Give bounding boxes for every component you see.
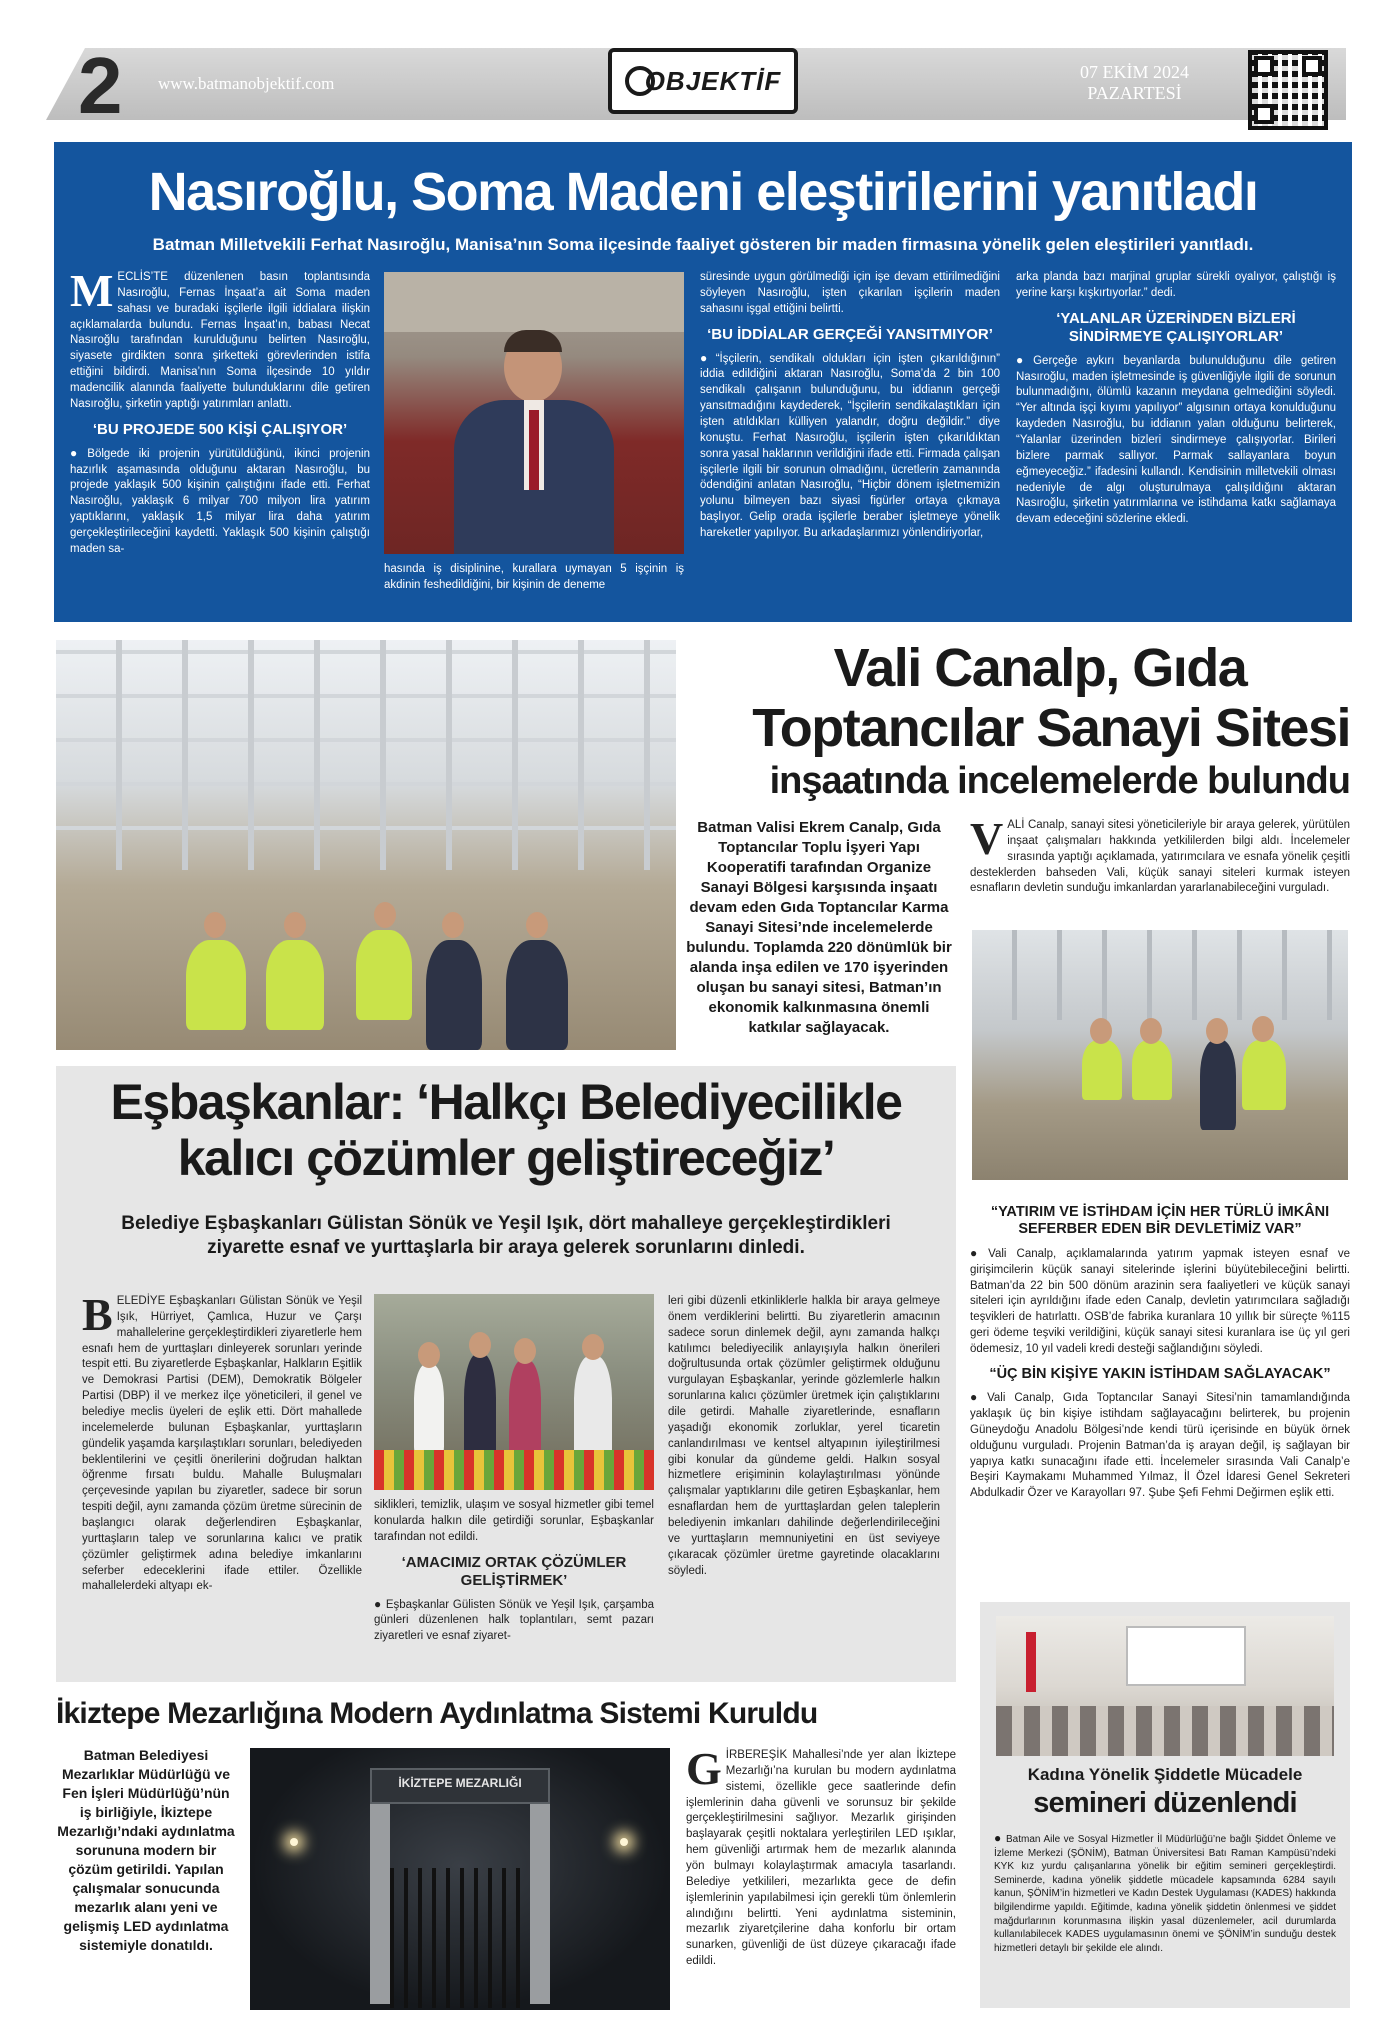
issue-date: 07 EKİM 2024 PAZARTESİ xyxy=(1080,62,1189,103)
article-nasiroglu xyxy=(54,142,1352,622)
vali-lead: Batman Valisi Ekrem Canalp, Gıda Toptancılar Toplu İşyeri Yapı Kooperatifi tarafından Organize Sanayi Bölgesi karşısında inşaatı devam eden Gıda Toptancılar Karma Sanayi Sitesi’nde incelemelerde bulundu. Toplamda 220 dönümlük bir alanda inşa edilen ve 170 işyerinden oluşan bu sanayi sitesi, Batman’ın ekonomik kalkınmasına önemli katkılar sağlayacak. xyxy=(686,819,952,1036)
article-subtitle: Batman Milletvekili Ferhat Nasıroğlu, Manisa’nın Soma ilçesinde faaliyet gösteren bir maden firmasına yönelik gelen eleştirileri yanıtladı. xyxy=(152,235,1254,254)
ikiztepe-title: İkiztepe Mezarlığına Modern Aydınlatma Sistemi Kuruldu xyxy=(56,1697,818,1730)
col-3: leri gibi düzenli etkinliklerle halkla bir araya gelmeye önem verdiklerini belirtti. Bu ziyaretlerin amacının sadece sorun dinlemek değil, aynı zamanda halkçı katılımcı belediyecilik anlayışıyla halkın önerileri doğrultusunda ortak çözümler geliştirmek olduğunu vurgulayan Eşbaşkanlar, yerinde gözlemlerle halkın sorunlarına kalıcı çözümler üretmek için çalıştıklarını dile getirdi. Mahalle ziyaretlerinde, esnafların yaşadığı ekonomik zorluklar, yerel ticaretin canlandırılması ve kentsel altyapının iyileştirilmesi gibi konular da gündeme geldi. Halkın sosyal hizmetlere erişiminin kolaylaştırılması yönünde çalışmalar yaptıklarını dile getiren Eşbaşkanlar, hem esnaflardan hem de yurttaşlardan gelen taleplerin belediyenin imkanları dahilinde değerlendirileceğini ve yurttaşların memnuniyetini en üst seviyeye çıkaracak çözümler üretme gayretinde olacaklarını söyledi. xyxy=(668,1295,940,1577)
seminar-title: Kadına Yönelik Şiddetle Mücadele semineri düzenlendi xyxy=(1027,1765,1303,1819)
col-1: B ELEDİYE Eşbaşkanları Gülistan Sönük ve Yeşil Işık, Hürriyet, Çamlıca, Huzur ve Çarşı mahallelerine gerçekleştirdikleri ziyaretlerle hem esnafı hem de yurttaşları dinleyerek sorunları yerinde tespit etti. Bu ziyaretlerde Eşbaşkanlar, Halkların Eşitlik ve Demokrasi Partisi (DEM), Demokratik Bölgeler Partisi (DBP) il ve merkez ilçe yöneticileri, il genel ve belediye meclis üyeleri de eşlik etti. Dört mahallede incelemelerde bulunan Eşbaşkanlar, yurttaşların gündelik yaşamda karşılaştıkları sorunları, belediyeden beklentilerini ve çeşitli önerilerini doğrudan halktan öğrenme fırsatı buldu. Mahalle Buluşmaları çerçevesinde yapılan bu ziyaretler, sadece bir sorun tespiti değil, aynı zamanda çözüm üretme sürecinin de başlangıcı olarak değerlendiren Eşbaşkanlar, yurttaşların talep ve sorunlarına kalıcı ve pratik çözümler geliştirmek adına belediye imkanlarını seferber edeceklerini ifade ettiler. Özellikle mahallelerdeki altyapı ek- xyxy=(82,1289,362,1593)
article-seminar xyxy=(980,1602,1350,2008)
website-link[interactable]: www.batmanobjektif.com xyxy=(158,74,335,93)
seminar-body: ● Batman Aile ve Sosyal Hizmetler İl Müdürlüğü’ne bağlı Şiddet Önleme ve İzleme Merkezi (ŞÖNİM), Batman Üniversitesi Batı Raman Kampüsü’ndeki KYK kız yurdu çalışanlarına yönelik bir eğitim semineri gerçekleştirdi. Seminerde, kadına yönelik şiddetle mücadele kapsamında 6284 sayılı kanun, ŞÖNİM’in hizmetleri ve Kadın Destek Uygulaması (KADES) hakkında bilgilendirme yapıldı. Eğitimde, kadına yönelik şiddetin önlenmesi ve şiddet mağdurlarının korunmasına ilişkin yasal düzenlemeler, acil durumlarda kullanılabilecek KADES uygulamasının önemi ve ŞÖNİM’in sunduğu destek hizmetleri detaylı bir şekilde ele alındı. xyxy=(994,1830,1336,1955)
article-title: Eşbaşkanlar: ‘Halkçı Belediyecilikle kalıcı çözümler geliştireceğiz’ xyxy=(110,1074,902,1186)
article-esbaskanlar xyxy=(56,1066,956,1682)
seminar-photo xyxy=(996,1616,1334,1756)
cemetery-sign: İKİZTEPE MEZARLIĞI xyxy=(398,1776,522,1790)
article-title: Nasıroğlu, Soma Madeni eleştirilerini yanıtladı xyxy=(148,162,1258,222)
construction-site-photo xyxy=(56,640,676,1050)
subheading: ‘BU İDDİALAR GERÇEĞİ YANSITMIYOR’ xyxy=(707,325,993,343)
vali-body-top: V ALİ Canalp, sanayi sitesi yöneticileriyle bir araya gelerek, yürütülen inşaat çalışmaları hakkında yetkililerden bilgi aldı. İncelemeler sırasında yaptığı açıklamada, yatırımcılara ve esnafa yönelik çeşitli desteklerden bahseden Vali, küçük sanayi siteleri kurmak isteyen esnafların devletin sunduğu imkanlardan yararlanabileceğini vurguladı. xyxy=(970,813,1350,895)
nasiroglu-photo xyxy=(384,272,684,554)
col-1: M ECLİS’TE düzenlenen basın toplantısında Nasıroğlu, Fernas İnşaat’a ait Soma maden sahası ve buradaki işçilerle ilgili iddialara ilişkin açıklamalarda bulundu. Fernas İnşaat’ın, babası Necat Nasıroğlu tarafından kurulduğunu belirten Nasıroğlu, siyasete girdikten sonra şirketteki görevlerinden istifa ettiğini bildirdi. Manisa’nın Soma ilçesinde 10 yıldır madencilik alanında faaliyette bulunduklarını dile getiren Nasıroğlu, şirketin yaptığı yatırımları anlattı. ‘BU PROJEDE 500 KİŞİ ÇALIŞIYOR’ ● Bölgede iki projenin yürütüldüğünü, ikinci projenin hazırlık aşamasında olduğunu aktaran Nasıroğlu, bu projede yaklaşık 500 kişinin çalıştığını ifade etti. Ferhat Nasıroğlu, yaklaşık 6 milyar 700 milyon lira yatırım yaptıklarını, yaklaşık 1,5 milyar lira daha yatırım gerçekleştirileceğini kaydetti. Yaklaşık 500 kişinin çalıştığı maden sa- xyxy=(70,270,370,558)
subheading: ‘YALANLAR ÜZERİNDEN BİZLERİ SİNDİRMEYE ÇALIŞIYORLAR’ xyxy=(1056,309,1296,345)
vali-second-photo xyxy=(972,930,1348,1180)
subheading: ‘BU PROJEDE 500 KİŞİ ÇALIŞIYOR’ xyxy=(92,420,348,438)
ikiztepe-body: G İRBEREŞİK Mahallesi’nde yer alan İkiztepe Mezarlığı’na kurulan bu modern aydınlatma sistemi, özellikle gece saatlerinde defin işlemlerinin daha güvenli ve sorunsuz bir şekilde gerçekleştirilmesini sağlıyor. Mezarlık girişinden başlayarak çeşitli noktalara yerleştirilen LED ışıklar, hem güvenliği artırmak hem de mezarlık alanında yön bulmayı kolaylaştırmak amacıyla tasarlandı. Belediye yetkilileri, mezarlıkta gece de defin işlemlerinin yapılabilmesi için gerekli tüm önlemlerin alındığını belirtti. Yeni aydınlatma sisteminin, mezarlık ziyaretçilerine daha konforlu bir ortam sunarken, güvenliği de üst düzeye çıkaracağı ifade edildi. xyxy=(686,1743,956,1968)
vali-headline: Vali Canalp, Gıda Toptancılar Sanayi Sitesi inşaatında incelemelerde bulundu xyxy=(752,638,1350,802)
col-4: arka planda bazı marjinal gruplar sürekli oyalıyor, çalıştığı iş yerine karşı kışkırtıyorlar.” dedi. ‘YALANLAR ÜZERİNDEN BİZLERİ SİNDİRMEYE ÇALIŞIYORLAR’ ● Gerçeğe aykırı beyanlarda bulunulduğunu dile getiren Nasıroğlu, maden işletmesinde iş güvenliğiyle ilgili de sorunun bulunmadığını, ölümlü kazanın meydana gelmediğini söyledi. “Yer altında işçi kıyımı yapılıyor” algısının ortaya konulduğunu kaydeden Nasıroğlu, bu iddianın yalan olduğunu belirterek, “Yalanlar üzerinden bizleri sindirmeye çalışıyorlar. Birileri bizlere parmak sallıyor. Parmak sallayanlara boyun eğmeyeceğiz.” ifadesini kullandı. Kendisinin milletvekili olması nedeniyle de algı oluşturulmaya çalışıldığını aktaran Nasıroğlu, şirketin yatırımlarına ve istihdama katkı sağlamaya devam edeceğini sözlerine ekledi. xyxy=(1016,270,1336,528)
col-3: süresinde uygun görülmediği için işe devam ettirilmediğini söyleyen Nasıroğlu, işten çıkarılan işçilerin maden sahasını işgal ettiğini belirtti. ‘BU İDDİALAR GERÇEĞİ YANSITMIYOR’ ● “İşçilerin, sendikalı oldukları için işten çıkarıldığının” iddia edildiğini aktaran Nasıroğlu, Soma’da 2 bin 100 sendikalı çalışanın bulunduğunu, bu iddianın gerçeği yansıtmadığını kaydederek, “İşçilerin sendikalaştıkları için işten atıldıkları külliyen yalandır, doğru değildir.” diye konuştu. Ferhat Nasıroğlu, işçilerin işten çıkarıldıktan sonra yasal haklarının verildiğini ifade etti. Firmada çalışan işçilerle ilgili bir sorunun olmadığını, ücretlerin zamanında ödendiğini anlatan Nasıroğlu, “Hiçbir dönem işletmemizin yolunu bilmeyen bazı siyasi figürler ortaya çıkmaya başlıyor. Gelip orada işçilerle beraber işletmeye yönelik hareketler yapılıyor. Bu arkadaşlarımızı yönlendiriyorlar, xyxy=(700,270,1000,542)
col-2-bottom: hasında iş disiplinine, kurallara uymayan 5 işçinin iş akdinin feshedildiğini, bir kişinin de deneme xyxy=(384,563,684,591)
article-subtitle: Belediye Eşbaşkanları Gülistan Sönük ve Yeşil Işık, dört mahalleye gerçekleştirdikleri ziyarette esnaf ve yurttaşlarla bir araya gelerek sorunlarını dinledi. xyxy=(121,1213,891,1258)
col-2: siklikleri, temizlik, ulaşım ve sosyal hizmetler gibi temel konularda halkın dile getirdiği sorunlar, Eşbaşkanlar tarafından not edildi. ‘AMACIMIZ ORTAK ÇÖZÜMLER GELİŞTİRMEK’ ● Eşbaşkanlar Gülisten Sönük ve Yeşil Işık, çarşamba günleri düzenlenen halk toplantıları, semt pazarı ziyaretleri ve esnaf ziyaret- xyxy=(374,1498,654,1645)
qr-code xyxy=(1248,50,1328,130)
market-visit-photo xyxy=(374,1294,654,1490)
vali-section-1: “YATIRIM VE İSTİHDAM İÇİN HER TÜRLÜ İMKÂNI SEFERBER EDEN BİR DEVLETİMİZ VAR” ● Vali Canalp, açıklamalarında yatırım yapmak isteyen esnaf ve girişimcilerin küçük sanayi sitelerinde işlerini büyütebileceğini belirtti. Batman’da 22 bin 500 dönüm arazinin sera faaliyetleri ve küçük sanayi siteleri için ayrıldığını ifade eden Canalp, devletin yatırımcılara sağladığı teşvikleri de hatırlattı. OSB’de fabrika kuranlara 10 yıllık bir süreçte %115 geri ödeme teşviki verildiğini, küçük sanayi sitesi kuranlara ise üç yıl geri ödemesiz, 10 yıl vadeli kredi desteği sağlandığını söyledi. “ÜÇ BİN KİŞİYE YAKIN İSTİHDAM SAĞLAYACAK” ● Vali Canalp, Gıda Toptancılar Sanayi Sitesi’nin tamamlandığında yaklaşık üç bin kişiye istihdam sağlayacağını belirterek, bu projenin Güneydoğu Anadolu Bölgesi’nde kendi türü içerisinde en büyük örnek olduğunu vurguladı. Projenin Batman’da iş arayan değil, iş sağlayan bir yapıya katkı sunacağını ifade etti. İncelemeler sırasında Vali Canalp’e Beşiri Kaymakamı Muhammed Yılmaz, İl Özel İdaresi Genel Sekreteri Abdulkadir Özer ve Karayolları 97. Şube Şefi Fehmi Değirmen eşlik etti. xyxy=(970,1196,1350,1502)
ikiztepe-lead: Batman Belediyesi Mezarlıklar Müdürlüğü ve Fen İşleri Müdürlüğü’nün iş birliğiyle, İkiztepe Mezarlığı’ndaki aydınlatma sorununa modern bir çözüm getirildi. Yapılan çalışmalar sonucunda mezarlık alanı yeni ve gelişmiş LED aydınlatma sistemiyle donatıldı. xyxy=(57,1747,235,1953)
page-number: 2 xyxy=(78,41,123,130)
masthead-logo: OBJEKTİF xyxy=(608,48,798,114)
cemetery-gate-photo xyxy=(250,1748,670,2010)
